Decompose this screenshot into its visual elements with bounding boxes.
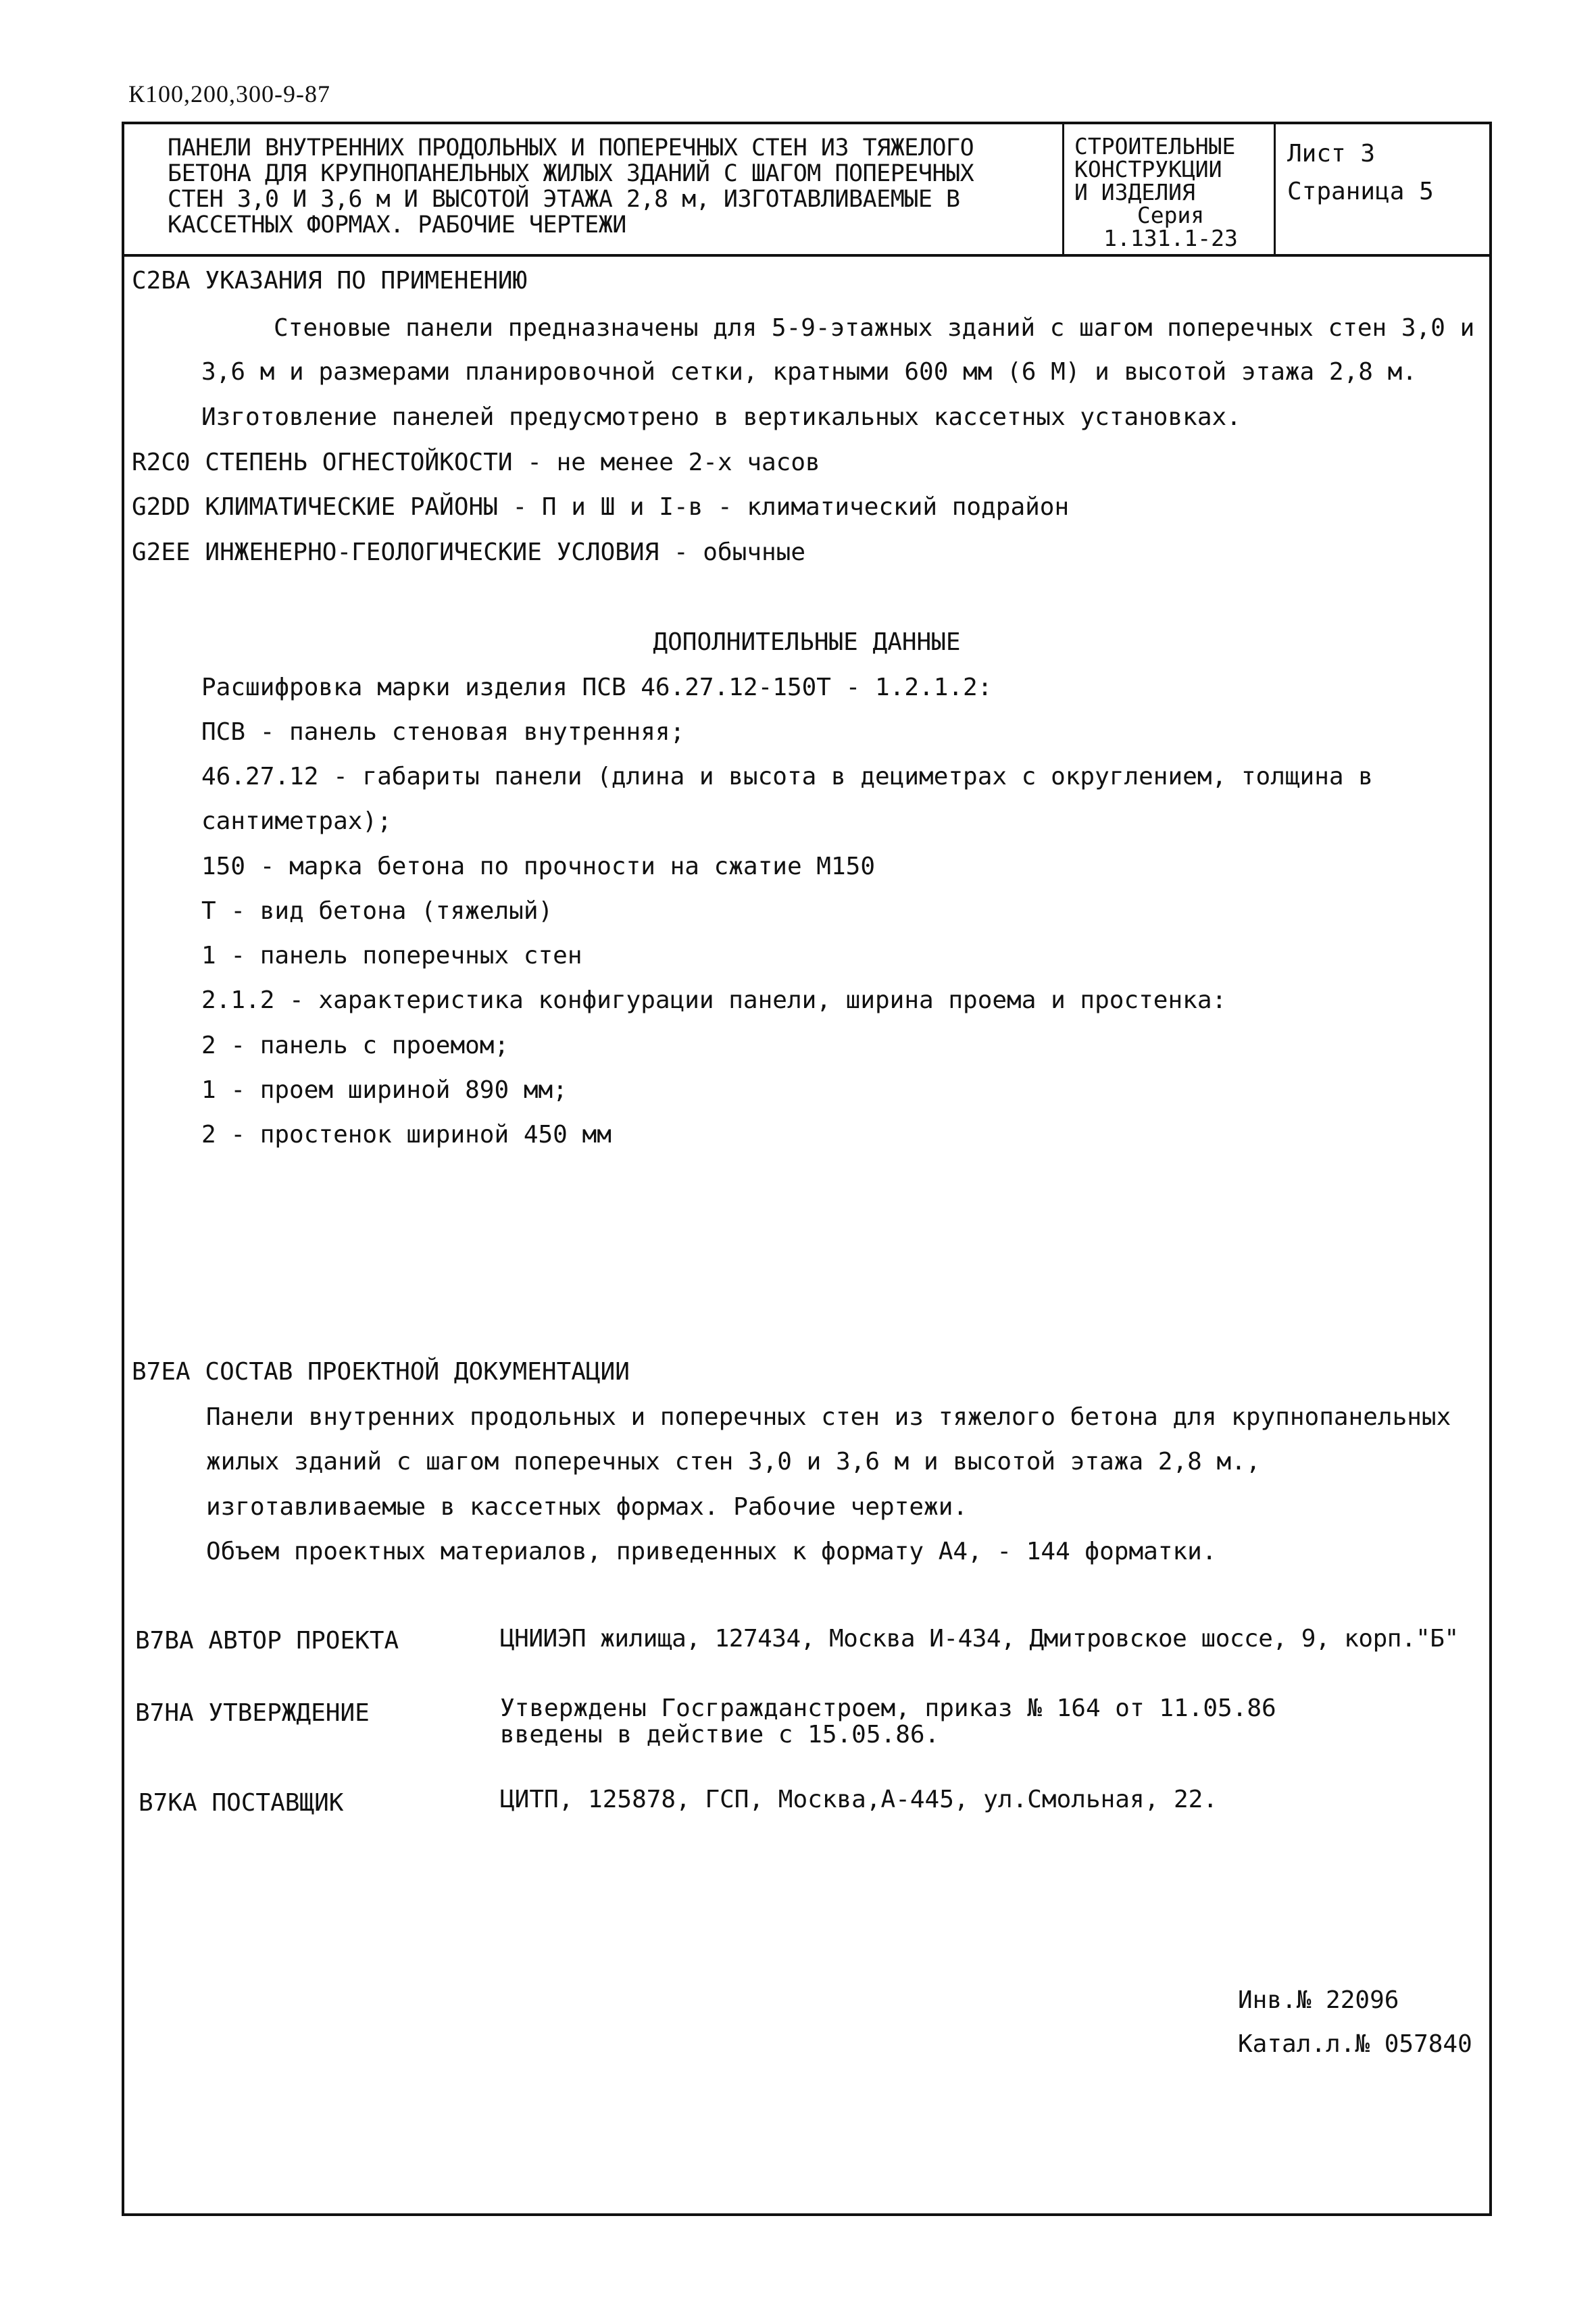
- composition-line: изготавливаемые в кассетных формах. Рабочие чертежи.: [206, 1493, 968, 1521]
- section-title: СОСТАВ ПРОЕКТНОЙ ДОКУМЕНТАЦИИ: [205, 1358, 630, 1386]
- additional-line: 2.1.2 - характеристика конфигурации панели, ширина проема и простенка:: [201, 986, 1227, 1014]
- additional-data-title: ДОПОЛНИТЕЛЬНЫЕ ДАННЫЕ: [653, 628, 961, 656]
- fire-resistance-row: [132, 449, 820, 476]
- section-text: ИНЖЕНЕРНО-ГЕОЛОГИЧЕСКИЕ УСЛОВИЯ - обычные: [205, 538, 806, 566]
- document-title: [168, 135, 1059, 238]
- catalog-number: Катал.л.№ 057840: [1238, 2030, 1472, 2058]
- header-divider: [122, 254, 1492, 257]
- series-label: Серия: [1137, 202, 1205, 228]
- section-code: В7ЕА: [132, 1358, 191, 1386]
- category-line: И ИЗДЕЛИЯ: [1074, 179, 1195, 205]
- approval-line: Утверждены Госгражданстроем, приказ № 164 от 11.05.86: [500, 1694, 1276, 1722]
- additional-line: 1 - панель поперечных стен: [201, 942, 582, 970]
- geology-row: [132, 538, 805, 566]
- page-frame: [122, 122, 1492, 2216]
- additional-line: 1 - проем шириной 890 мм;: [201, 1076, 568, 1104]
- additional-line: 150 - марка бетона по прочности на сжатие М150: [201, 853, 875, 880]
- inventory-number: Инв.№ 22096: [1238, 1986, 1399, 2014]
- title-line: БЕТОНА ДЛЯ КРУПНОПАНЕЛЬНЫХ ЖИЛЫХ ЗДАНИЙ С ШАГОМ ПОПЕРЕЧНЫХ: [168, 160, 974, 187]
- section-code: С2ВА: [132, 267, 191, 295]
- composition-line: Объем проектных материалов, приведенных к формату А4, - 144 форматки.: [206, 1538, 1217, 1565]
- category-line: КОНСТРУКЦИИ: [1074, 156, 1222, 182]
- page-number: Страница 5: [1287, 178, 1434, 205]
- approval-label: [135, 1699, 370, 1727]
- additional-line: ПСВ - панель стеновая внутренняя;: [201, 718, 685, 746]
- climate-row: [132, 493, 1069, 521]
- additional-line: Т - вид бетона (тяжелый): [201, 897, 553, 925]
- additional-line: 46.27.12 - габариты панели (длина и высота в дециметрах с округлением, толщина в: [201, 763, 1373, 790]
- composition-heading: [132, 1358, 630, 1386]
- category-block: [1074, 135, 1267, 250]
- additional-line: Расшифровка марки изделия ПСВ 46.27.12-150Т - 1.2.1.2:: [201, 674, 993, 701]
- series-value: 1.131.1-23: [1103, 225, 1238, 251]
- sheet-number: Лист 3: [1287, 140, 1376, 168]
- usage-heading: [132, 267, 527, 295]
- category-line: СТРОИТЕЛЬНЫЕ: [1074, 133, 1236, 159]
- author-label: [135, 1627, 399, 1655]
- usage-text-line: 3,6 м и размерами планировочной сетки, кратными 600 мм (6 М) и высотой этажа 2,8 м.: [201, 358, 1417, 386]
- section-code: В7КА: [139, 1789, 197, 1817]
- header-divider-vertical: [1062, 122, 1064, 255]
- title-line: КАССЕТНЫХ ФОРМАХ. РАБОЧИЕ ЧЕРТЕЖИ: [168, 211, 626, 238]
- usage-text-line: Стеновые панели предназначены для 5-9-этажных зданий с шагом поперечных стен 3,0 и: [274, 314, 1475, 342]
- supplier-label: [139, 1789, 343, 1817]
- composition-line: Панели внутренних продольных и поперечных стен из тяжелого бетона для крупнопанельных: [206, 1403, 1451, 1431]
- document-code: К100,200,300-9-87: [128, 80, 330, 107]
- author-value: ЦНИИЭП жилища, 127434, Москва И-434, Дмитровское шоссе, 9, корп."Б": [500, 1625, 1459, 1653]
- usage-text-line: Изготовление панелей предусмотрено в вертикальных кассетных установках.: [201, 403, 1241, 431]
- section-code: G2DD: [132, 493, 191, 521]
- section-title: УКАЗАНИЯ ПО ПРИМЕНЕНИЮ: [205, 267, 528, 295]
- section-title: АВТОР ПРОЕКТА: [208, 1627, 399, 1655]
- section-code: G2ЕЕ: [132, 538, 191, 566]
- approval-line: введены в действие с 15.05.86.: [500, 1721, 940, 1749]
- title-line: ПАНЕЛИ ВНУТРЕННИХ ПРОДОЛЬНЫХ И ПОПЕРЕЧНЫХ СТЕН ИЗ ТЯЖЕЛОГО: [168, 134, 974, 161]
- section-title: ПОСТАВЩИК: [211, 1789, 344, 1817]
- section-code: В7ВА: [135, 1627, 194, 1655]
- section-code: В7НА: [135, 1699, 194, 1727]
- section-text: КЛИМАТИЧЕСКИЕ РАЙОНЫ - П и Ш и I-в - климатический подрайон: [205, 493, 1070, 521]
- additional-line: сантиметрах);: [201, 807, 392, 835]
- section-code: R2С0: [132, 449, 191, 476]
- section-text: СТЕПЕНЬ ОГНЕСТОЙКОСТИ - не менее 2-х часов: [205, 449, 820, 476]
- sheet-info: [1287, 135, 1434, 211]
- additional-line: 2 - панель с проемом;: [201, 1032, 509, 1059]
- title-line: СТЕН 3,0 И 3,6 м И ВЫСОТОЙ ЭТАЖА 2,8 м, ИЗГОТАВЛИВАЕМЫЕ В: [168, 186, 960, 213]
- composition-line: жилых зданий с шагом поперечных стен 3,0 и 3,6 м и высотой этажа 2,8 м.,: [206, 1448, 1261, 1476]
- section-title: УТВЕРЖДЕНИЕ: [208, 1699, 370, 1727]
- additional-line: 2 - простенок шириной 450 мм: [201, 1121, 612, 1149]
- supplier-value: ЦИТП, 125878, ГСП, Москва,А-445, ул.Смольная, 22.: [500, 1786, 1218, 1813]
- header-divider-vertical: [1274, 122, 1276, 255]
